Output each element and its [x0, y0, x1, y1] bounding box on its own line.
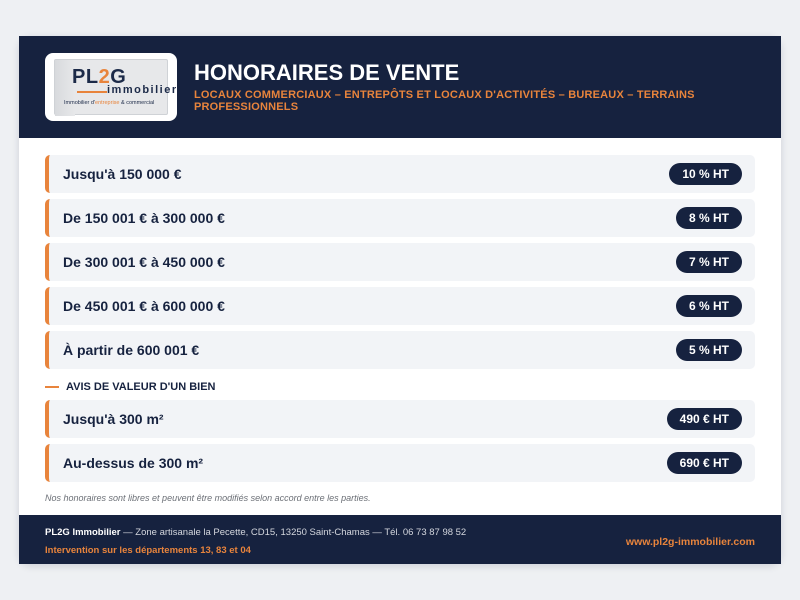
logo-image: [54, 59, 178, 115]
card-footer: [19, 515, 781, 564]
logo-wordmark: PL2G: [72, 66, 127, 88]
fee-rate-badge: 8 % HT: [676, 207, 742, 229]
fee-range: De 450 001 € à 600 000 €: [63, 298, 225, 314]
footer-company: PL2G Immobilier: [45, 527, 121, 538]
company-logo: [45, 53, 177, 121]
footer-coverage: Intervention sur les départements 13, 83 et 04: [45, 545, 251, 556]
valuation-row: [45, 444, 755, 482]
fee-rate-badge: 7 % HT: [676, 251, 742, 273]
footer-address: — Zone artisanale la Pecette, CD15, 13250 Saint-Chamas — Tél. 06 73 87 98 52: [120, 527, 467, 538]
valuation-size: Au-dessus de 300 m²: [63, 455, 204, 471]
valuation-section-title: AVIS DE VALEUR D'UN BIEN: [66, 381, 216, 393]
valuation-size: Jusqu'à 300 m²: [63, 411, 164, 427]
fee-row: [45, 287, 755, 325]
logo-subword: immobilier: [107, 84, 178, 96]
fee-row: [45, 243, 755, 281]
page-subtitle: LOCAUX COMMERCIAUX – ENTREPÔTS ET LOCAUX D'ACTIVITÉS – BUREAUX – TERRAINS PROFESSIONNELS: [194, 89, 695, 113]
valuation-row: [45, 400, 755, 438]
section-accent-bar: [45, 386, 59, 388]
fee-disclaimer: Nos honoraires sont libres et peuvent être modifiés selon accord entre les parties.: [45, 493, 371, 503]
fee-row: [45, 331, 755, 369]
fee-range: De 150 001 € à 300 000 €: [63, 210, 225, 226]
footer-website-link[interactable]: www.pl2g-immobilier.com: [625, 536, 755, 548]
fee-range: De 300 001 € à 450 000 €: [63, 254, 225, 270]
page-title: HONORAIRES DE VENTE: [194, 60, 460, 85]
fee-row: [45, 199, 755, 237]
card-header: [19, 36, 781, 138]
valuation-price-badge: 490 € HT: [667, 408, 742, 430]
logo-tagline: Immobilier d'entreprise & commercial: [64, 100, 155, 106]
fee-card: [19, 36, 781, 564]
logo-stroke: [77, 91, 107, 93]
fee-row: [45, 155, 755, 193]
fee-range: Jusqu'à 150 000 €: [63, 166, 182, 182]
valuation-price-badge: 690 € HT: [667, 452, 742, 474]
fee-rate-badge: 10 % HT: [669, 163, 742, 185]
fee-rate-badge: 6 % HT: [676, 295, 742, 317]
fee-range: À partir de 600 001 €: [63, 342, 200, 358]
fee-rate-badge: 5 % HT: [676, 339, 742, 361]
footer-contact: [45, 527, 466, 538]
